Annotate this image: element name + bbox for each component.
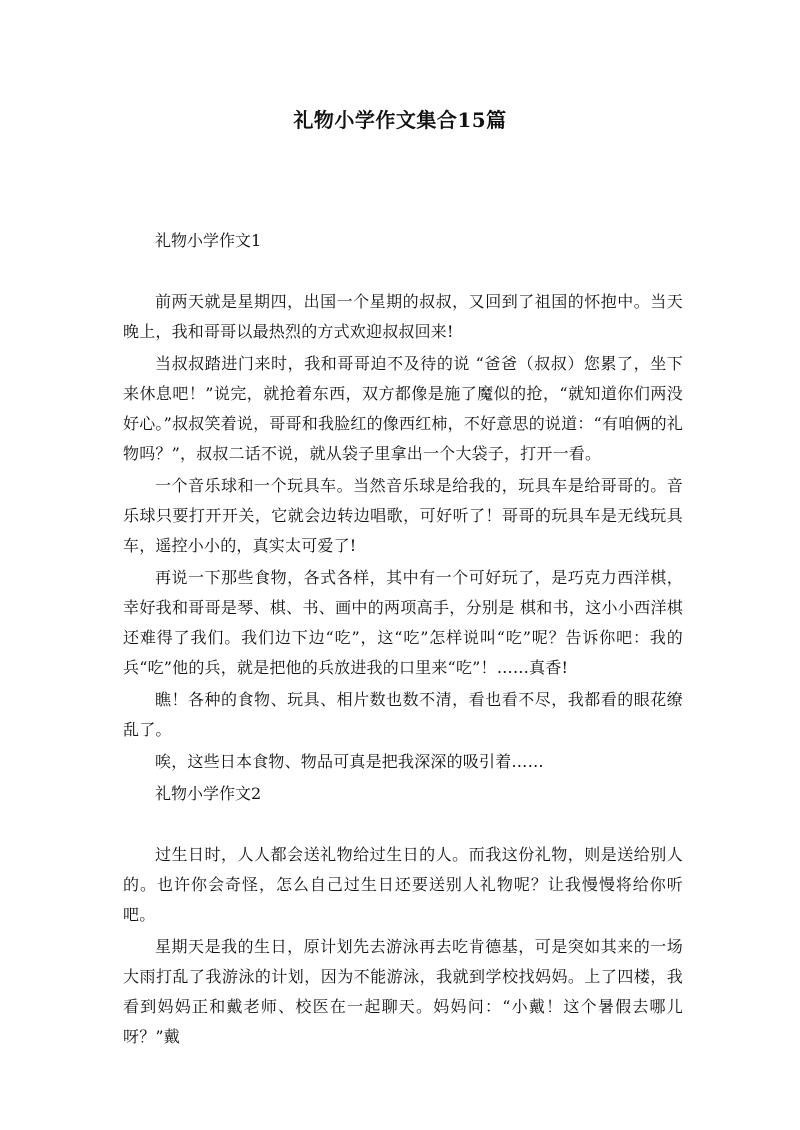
essay-2-paragraph-2: 星期天是我的生日，原计划先去游泳再去吃肯德基，可是突如其来的一场大雨打乱了我游泳的计划，因为不能游泳，我就到学校找妈妈。上了四楼，我看到妈妈正和戴老师、校医在一起聊天。妈妈问：“小戴！这个暑假去哪儿呀？”戴 <box>123 937 683 1046</box>
essay-1-heading: 礼物小学作文1 <box>155 231 262 250</box>
essay-1-paragraph-4: 再说一下那些食物，各式各样，其中有一个可好玩了，是巧克力西洋棋，幸好我和哥哥是琴、棋、书、画中的两项高手，分别是 棋和书，这小小西洋棋还难得了我们。我们边下边“吃”，这“吃”怎样说叫“吃”呢？告诉你吧：我的兵“吃”他的兵，就是把他的兵放进我的口里来“吃”！……真香! <box>123 568 683 677</box>
essay-1-paragraph-6: 唉，这些日本食物、物品可真是把我深深的吸引着…… <box>155 752 544 771</box>
essay-1-paragraph-1: 前两天就是星期四，出国一个星期的叔叔，又回到了祖国的怀抱中。当天晚上，我和哥哥以最热烈的方式欢迎叔叔回来! <box>123 292 683 341</box>
essay-1-paragraph-3: 一个音乐球和一个玩具车。当然音乐球是给我的，玩具车是给哥哥的。音乐球只要打开开关，它就会边转边唱歌，可好听了！哥哥的玩具车是无线玩具车，遥控小小的，真实太可爱了! <box>123 476 683 555</box>
essay-1-paragraph-2: 当叔叔踏进门来时，我和哥哥迫不及待的说 “爸爸（叔叔）您累了，坐下来休息吧！”说完，就抢着东西，双方都像是施了魔似的抢，“就知道你们两没好心。”叔叔笑着说，哥哥和我脸红的像西红柿，不好意思的说道：“有咱俩的礼物吗？”，叔叔二话不说，就从袋子里拿出一个大袋子，打开一看。 <box>123 354 683 463</box>
essay-2-paragraph-1: 过生日时，人人都会送礼物给过生日的人。而我这份礼物，则是送给别人的。也许你会奇怪，怎么自己过生日还要送别人礼物呢？让我慢慢将给你听吧。 <box>123 845 683 924</box>
essay-1-paragraph-5: 瞧！各种的食物、玩具、相片数也数不清，看也看不尽，我都看的眼花缭乱了。 <box>123 690 683 739</box>
essay-2-heading: 礼物小学作文2 <box>155 784 262 803</box>
document-title: 礼物小学作文集合15篇 <box>293 108 507 132</box>
document-body <box>123 226 683 1054</box>
